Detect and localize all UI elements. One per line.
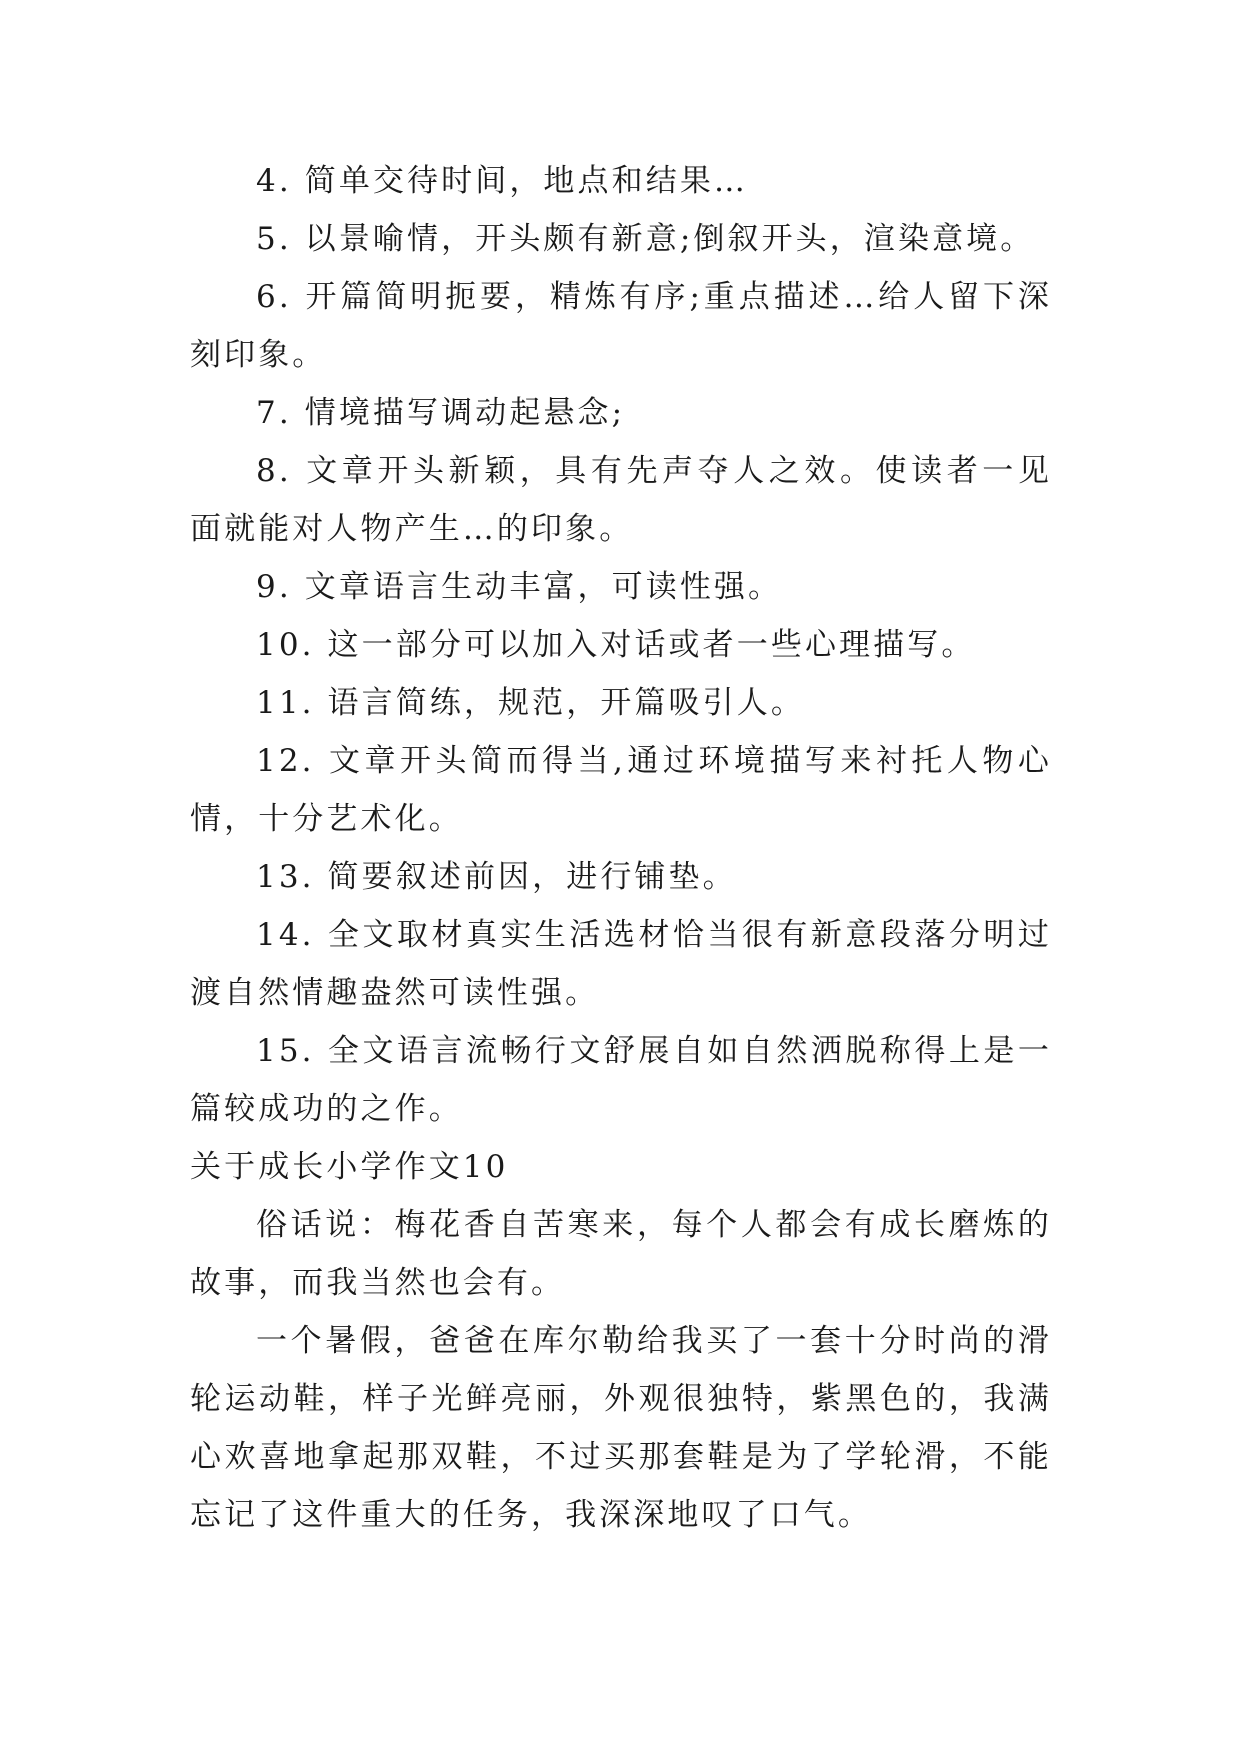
list-item-4: 4. 简单交待时间，地点和结果…	[256, 163, 749, 199]
list-item-10: 10. 这一部分可以加入对话或者一些心理描写。	[256, 627, 976, 663]
section-heading: 关于成长小学作文10	[190, 1149, 509, 1185]
list-item-12: 12. 文章开头简而得当,通过环境描写来衬托人物心情，十分艺术化。	[190, 743, 1052, 837]
list-item-5: 5. 以景喻情，开头颇有新意;倒叙开头，渲染意境。	[256, 221, 1035, 257]
body-paragraph-2: 一个暑假，爸爸在库尔勒给我买了一套十分时尚的滑轮运动鞋，样子光鲜亮丽，外观很独特，紫黑色的，我满心欢喜地拿起那双鞋，不过买那套鞋是为了学轮滑，不能忘记了这件重大的任务，我深深地叹了口气。	[190, 1323, 1052, 1533]
list-item-11: 11. 语言简练，规范，开篇吸引人。	[256, 685, 805, 721]
list-item-14: 14. 全文取材真实生活选材恰当很有新意段落分明过渡自然情趣盎然可读性强。	[190, 917, 1052, 1011]
list-item-6: 6. 开篇简明扼要，精炼有序;重点描述…给人留下深刻印象。	[190, 279, 1052, 373]
list-item-7: 7. 情境描写调动起悬念;	[256, 395, 626, 431]
list-item-8: 8. 文章开头新颖，具有先声夺人之效。使读者一见面就能对人物产生…的印象。	[190, 453, 1052, 547]
list-item-13: 13. 简要叙述前因，进行铺垫。	[256, 859, 737, 895]
list-item-9: 9. 文章语言生动丰富，可读性强。	[256, 569, 783, 605]
list-item-15: 15. 全文语言流畅行文舒展自如自然洒脱称得上是一篇较成功的之作。	[190, 1033, 1052, 1127]
document-body	[190, 152, 1052, 1544]
body-paragraph-1: 俗话说：梅花香自苦寒来，每个人都会有成长磨炼的故事，而我当然也会有。	[190, 1207, 1052, 1301]
